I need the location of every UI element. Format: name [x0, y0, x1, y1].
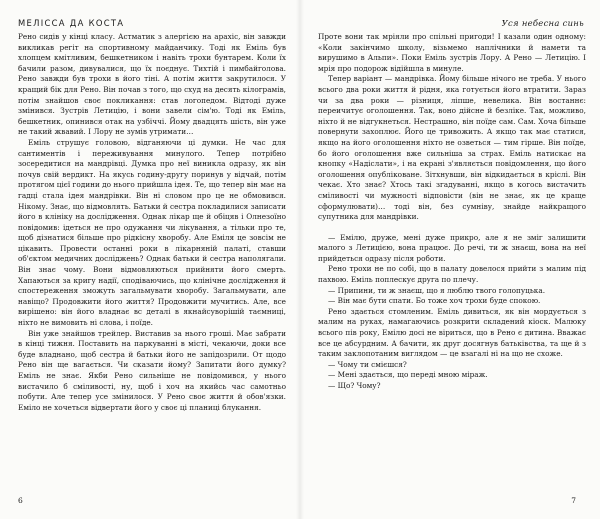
dialogue-line: — Мені здається, що переді мною міраж.	[328, 370, 488, 380]
left-page-text	[18, 32, 286, 413]
paragraph: Рено сидів у кінці класу. Астматик з алергією на арахіс, він завжди викликав регіт на спортивному майданчику. Тоді як Еміль був хлопцем кмітливим, бешкетником і навіть трохи бунтарем. Коли їх бачили разом, дивувалися, що їх поєднує. Тихтій і пимбайголова. Рено завжди був трохи в його тіні. А потім життя закрутилося. У кращий бік для Рено. Він почав з того, що схуд на десять кілограмів, потім знайшов своє покликання: став логопедом. Відтоді дуже змінився. Зустрів Летицію, і вони завели сім'ю. Тоді як Еміль, бешкетник, опинився отак на узбіччі. Йому двадцять шість, він уже не такий жвавий. І Лору не зумів утримати…	[18, 32, 286, 137]
right-page-text	[318, 32, 586, 392]
running-head-title: Уся небесна синь	[501, 18, 584, 28]
dialogue-line: — Він має бути спати. Бо тоже хоч трохи буде спокою.	[328, 296, 541, 306]
paragraph: Рено трохи не по собі, що в палату довелося прийти з малим під пахвою. Еміль поплескує друга по плечу.	[318, 264, 586, 285]
paragraph: Проте вони так мріяли про спільні пригоди! І казали один одному: «Коли закінчимо школу, візьмемо наплічники й намети та вирушимо в Альпи». Поки Еміль зустрів Лору. А Рено — Летицію. І мрія про подорож відійшла в минуле.	[318, 32, 586, 73]
paragraph: Еміль струшує головою, відганяючи ці думки. Не час для сантиментів і переживування минулого. Тепер потрібно зосередитися на мандрівці. Думка про неї виникла одразу, як він почув свій вердикт. На якусь годину-другу поринув у відчай, потім протягом цієї години до нього прийшла ідея. Те, що тепер він має на гадці стала ідея мандрівки. Він ні словом про це не обмовився. Нікому. Знає, що відмовлять. Батьки й сестра покладилися записати його в клініку на дослідження. Однак лікар ще й обіцяв і Олнезоїно повідомив: ідеться не про одужання чи лікування, а тільки про те, щоб дізнатися більше про рідкісну хворобу. Але Еміля це зовсім не цікавить. Провести останні роки в лікарняній палаті, ставши об'єктом медичних досліджень? Однак батьки й сестра наполягали. Він знає чому. Вони відмовляються прийняти його смерть. Хапаються за кригу надії, сподіваючись, що клінічне дослідження й спостереження зможуть загальмувати хворобу. Загальмувати, але навіщо? Продовжити його життя? Продовжити мучитись. Але, все вирішено: він його владнає вс деталі в якнайсуворішій таємниці, ніхто не вимовить ні слова, і поїде.	[18, 137, 286, 328]
right-page	[318, 32, 586, 392]
paragraph: Він уже знайшов трейлер. Виставив за нього гроші. Має забрати в кінці тижня. Поставить на паркуванні в місті, чекаючи, доки все буде владнано, щоб сестра й батьки його не запідозрили. От щодо Рено він ще вагається. Чи сказати йому? Запитати його думку? Еміль не знає. Якби Рено сильніше не повідомився, у нього вистачило б сміливості, ну, щоб і хоч на якийсь час самотньо побути. Але тепер усе змінилося. У Рено своє життя й обов'язки. Еміло не хочеться відвертати його у своє ці планиці блукання.	[18, 328, 286, 412]
paragraph: Рено здається стомленим. Еміль дивиться, як він мордується з малим на руках, намагаючись розкрити складений кіоск. Малюку всього пів року, Емілю досі не віриться, що в Рено є дитина. Вважає все це абсурдним. А бачити, як друг досягнув батьківства, та ще й з таким заклопотаним виглядом — це взагалі ні на що не схоже.	[318, 306, 586, 359]
left-page	[18, 32, 286, 413]
page-number-left: 6	[18, 496, 23, 505]
dialogue-line: — Що? Чому?	[328, 381, 381, 390]
book-gutter	[296, 0, 304, 519]
paragraph: Тепер варіант — мандрівка. Йому більше нічого не треба. У нього всього два роки життя й рідня, яка готується його втратити. Зараз чи за два роки — різниця, ліпше, невелика. Він востаннє: переичитує оголошення. Так, воно дійсне й безліке. Так, можливо, ніхто й не відгукнеться. Нестрашно, він поїде сам. Сам. Хоча більше повернути захоплює. Його це тривожить. А якщо так має статися, якщо на його оголошення ніхто не озветься — тим гірше. Він поїде, бо його оголошення вже сильніша за страх. Еміль натискає на кнопку «Надіслати», і на екрані з'являється повідомлення, що його оголошення опубліковане. Зітхнувши, він відкидається в кріслі. Він чекає. Хто знає? Хтось такі згадуванні, якщо в когось вистачить сміливості чи мужності відповісти (він не знає, як це краще сформулювати)… тоді він, без сумніву, знайде найкращого супутника для мандрівки.	[318, 74, 586, 222]
dialogue-line: — Припини, ти ж знаєш, що я люблю твого голопуцька.	[328, 285, 546, 295]
paragraph: — Емілю, друже, мені дуже прикро, але я не зміг залишити малого з Летицією, вона працює. До речі, ти ж знаєш, вона на неї прийдеться одразу після роботи.	[318, 232, 586, 263]
dialogue-line: — Чому ти смієшся?	[328, 359, 407, 369]
page-number-right: 7	[571, 496, 576, 505]
running-head-author: МЕЛІССА ДА КОСТА	[18, 18, 125, 28]
